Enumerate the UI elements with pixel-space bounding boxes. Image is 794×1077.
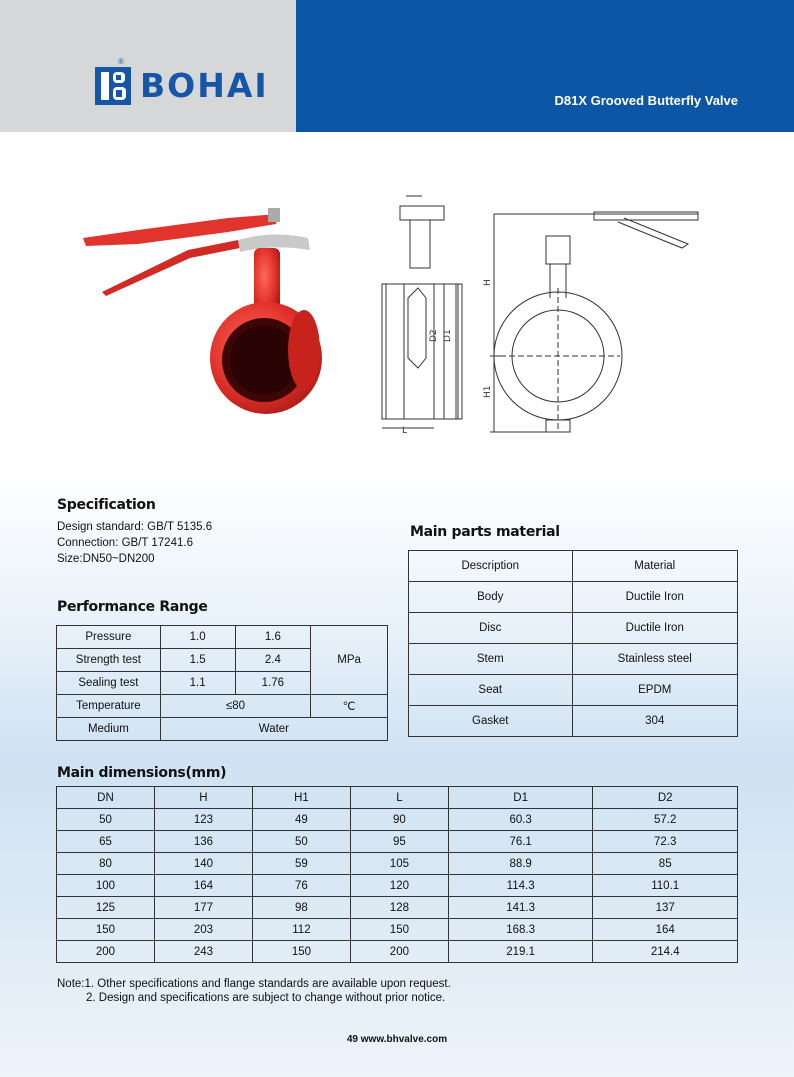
parts-heading: Main parts material bbox=[410, 524, 560, 540]
dimension-cell: 164 bbox=[154, 875, 252, 897]
dimension-cell: 90 bbox=[350, 809, 448, 831]
website-url: www.bhvalve.com bbox=[360, 1034, 448, 1045]
table-row bbox=[57, 626, 388, 649]
dimension-cell: 100 bbox=[57, 875, 155, 897]
note-2: 2. Design and specifications are subject to change without prior notice. bbox=[86, 992, 446, 1004]
dimension-cell: 65 bbox=[57, 831, 155, 853]
page-number: 49 bbox=[346, 1034, 358, 1045]
part-material: Stainless steel bbox=[572, 644, 737, 675]
table-row bbox=[57, 718, 388, 741]
perf-label: Temperature bbox=[57, 695, 161, 718]
parts-table bbox=[408, 550, 738, 737]
perf-label: Medium bbox=[57, 718, 161, 741]
dimension-cell: 57.2 bbox=[593, 809, 738, 831]
part-name: Gasket bbox=[409, 706, 573, 737]
label-h: H bbox=[483, 279, 493, 286]
column-header: D2 bbox=[593, 787, 738, 809]
dimension-cell: 123 bbox=[154, 809, 252, 831]
label-d2: D2 bbox=[429, 329, 439, 342]
dimensions-table bbox=[56, 786, 738, 963]
part-material: Ductile Iron bbox=[572, 613, 737, 644]
dimension-cell: 112 bbox=[252, 919, 350, 941]
part-name: Seat bbox=[409, 675, 573, 706]
table-header-row bbox=[409, 551, 738, 582]
table-row bbox=[409, 582, 738, 613]
spec-connection: Connection: GB/T 17241.6 bbox=[57, 537, 193, 549]
dimension-cell: 76.1 bbox=[448, 831, 593, 853]
dimension-cell: 150 bbox=[252, 941, 350, 963]
table-row bbox=[57, 919, 738, 941]
table-row bbox=[57, 897, 738, 919]
dimension-cell: 214.4 bbox=[593, 941, 738, 963]
bohai-logo-mark-icon bbox=[94, 66, 132, 106]
product-title: D81X Grooved Butterfly Valve bbox=[554, 93, 738, 108]
perf-value: Water bbox=[160, 718, 387, 741]
spec-size: Size:DN50~DN200 bbox=[57, 553, 155, 565]
dimension-cell: 141.3 bbox=[448, 897, 593, 919]
bohai-logo bbox=[94, 66, 269, 106]
valve-product-photo bbox=[78, 200, 338, 420]
dimension-cell: 85 bbox=[593, 853, 738, 875]
dimension-cell: 128 bbox=[350, 897, 448, 919]
perf-label: Pressure bbox=[57, 626, 161, 649]
perf-unit-mpa: MPa bbox=[311, 626, 388, 695]
dimension-cell: 50 bbox=[252, 831, 350, 853]
note-1: Note:1. Other specifications and flange standards are available upon request. bbox=[57, 978, 451, 990]
perf-unit: ℃ bbox=[311, 695, 388, 718]
dimension-cell: 120 bbox=[350, 875, 448, 897]
table-row bbox=[57, 831, 738, 853]
table-row bbox=[57, 809, 738, 831]
dimension-cell: 110.1 bbox=[593, 875, 738, 897]
specification-list bbox=[57, 519, 212, 567]
dimension-cell: 203 bbox=[154, 919, 252, 941]
column-header: H bbox=[154, 787, 252, 809]
label-d1: D1 bbox=[443, 329, 453, 342]
dimension-cell: 140 bbox=[154, 853, 252, 875]
perf-value: 1.6 bbox=[235, 626, 311, 649]
dimension-cell: 164 bbox=[593, 919, 738, 941]
part-material: Ductile Iron bbox=[572, 582, 737, 613]
dimension-cell: 49 bbox=[252, 809, 350, 831]
dimension-cell: 243 bbox=[154, 941, 252, 963]
dimension-cell: 50 bbox=[57, 809, 155, 831]
header-title-bar bbox=[296, 0, 794, 132]
perf-value: 2.4 bbox=[235, 649, 311, 672]
dimension-cell: 98 bbox=[252, 897, 350, 919]
dimension-cell: 72.3 bbox=[593, 831, 738, 853]
table-row bbox=[409, 706, 738, 737]
dimension-cell: 177 bbox=[154, 897, 252, 919]
table-row bbox=[409, 675, 738, 706]
column-header: H1 bbox=[252, 787, 350, 809]
perf-value: ≤80 bbox=[160, 695, 310, 718]
dimension-cell: 150 bbox=[350, 919, 448, 941]
column-header: Material bbox=[572, 551, 737, 582]
column-header: L bbox=[350, 787, 448, 809]
part-material: 304 bbox=[572, 706, 737, 737]
dimension-cell: 200 bbox=[350, 941, 448, 963]
column-header: Description bbox=[409, 551, 573, 582]
perf-label: Sealing test bbox=[57, 672, 161, 695]
table-row bbox=[57, 875, 738, 897]
table-row bbox=[409, 644, 738, 675]
perf-value: 1.76 bbox=[235, 672, 311, 695]
part-name: Disc bbox=[409, 613, 573, 644]
specification-heading: Specification bbox=[57, 497, 156, 513]
part-name: Body bbox=[409, 582, 573, 613]
table-header-row bbox=[57, 787, 738, 809]
dimension-cell: 150 bbox=[57, 919, 155, 941]
table-row bbox=[57, 941, 738, 963]
registered-mark: ® bbox=[118, 57, 124, 66]
dimension-cell: 105 bbox=[350, 853, 448, 875]
part-name: Stem bbox=[409, 644, 573, 675]
dimension-cell: 59 bbox=[252, 853, 350, 875]
dimension-cell: 76 bbox=[252, 875, 350, 897]
notes bbox=[57, 977, 451, 1005]
dimensions-heading: Main dimensions(mm) bbox=[57, 765, 227, 781]
dimension-cell: 219.1 bbox=[448, 941, 593, 963]
column-header: D1 bbox=[448, 787, 593, 809]
dimension-cell: 168.3 bbox=[448, 919, 593, 941]
dimension-cell: 114.3 bbox=[448, 875, 593, 897]
performance-table bbox=[56, 625, 388, 741]
dimension-cell: 200 bbox=[57, 941, 155, 963]
perf-value: 1.5 bbox=[160, 649, 235, 672]
dimension-cell: 137 bbox=[593, 897, 738, 919]
valve-technical-drawing bbox=[374, 188, 714, 438]
dimension-cell: 136 bbox=[154, 831, 252, 853]
table-row bbox=[57, 695, 388, 718]
perf-value: 1.1 bbox=[160, 672, 235, 695]
page-footer bbox=[0, 1034, 794, 1045]
label-h1: H1 bbox=[483, 385, 493, 398]
part-material: EPDM bbox=[572, 675, 737, 706]
perf-value: 1.0 bbox=[160, 626, 235, 649]
table-row bbox=[57, 853, 738, 875]
column-header: DN bbox=[57, 787, 155, 809]
dimension-cell: 88.9 bbox=[448, 853, 593, 875]
dimension-cell: 125 bbox=[57, 897, 155, 919]
brand-name: BOHAI bbox=[140, 66, 269, 105]
perf-label: Strength test bbox=[57, 649, 161, 672]
performance-heading: Performance Range bbox=[57, 599, 208, 615]
table-row bbox=[409, 613, 738, 644]
dimension-cell: 60.3 bbox=[448, 809, 593, 831]
dimension-cell: 95 bbox=[350, 831, 448, 853]
spec-design-standard: Design standard: GB/T 5135.6 bbox=[57, 521, 213, 533]
dimension-cell: 80 bbox=[57, 853, 155, 875]
label-l: L bbox=[402, 426, 408, 436]
